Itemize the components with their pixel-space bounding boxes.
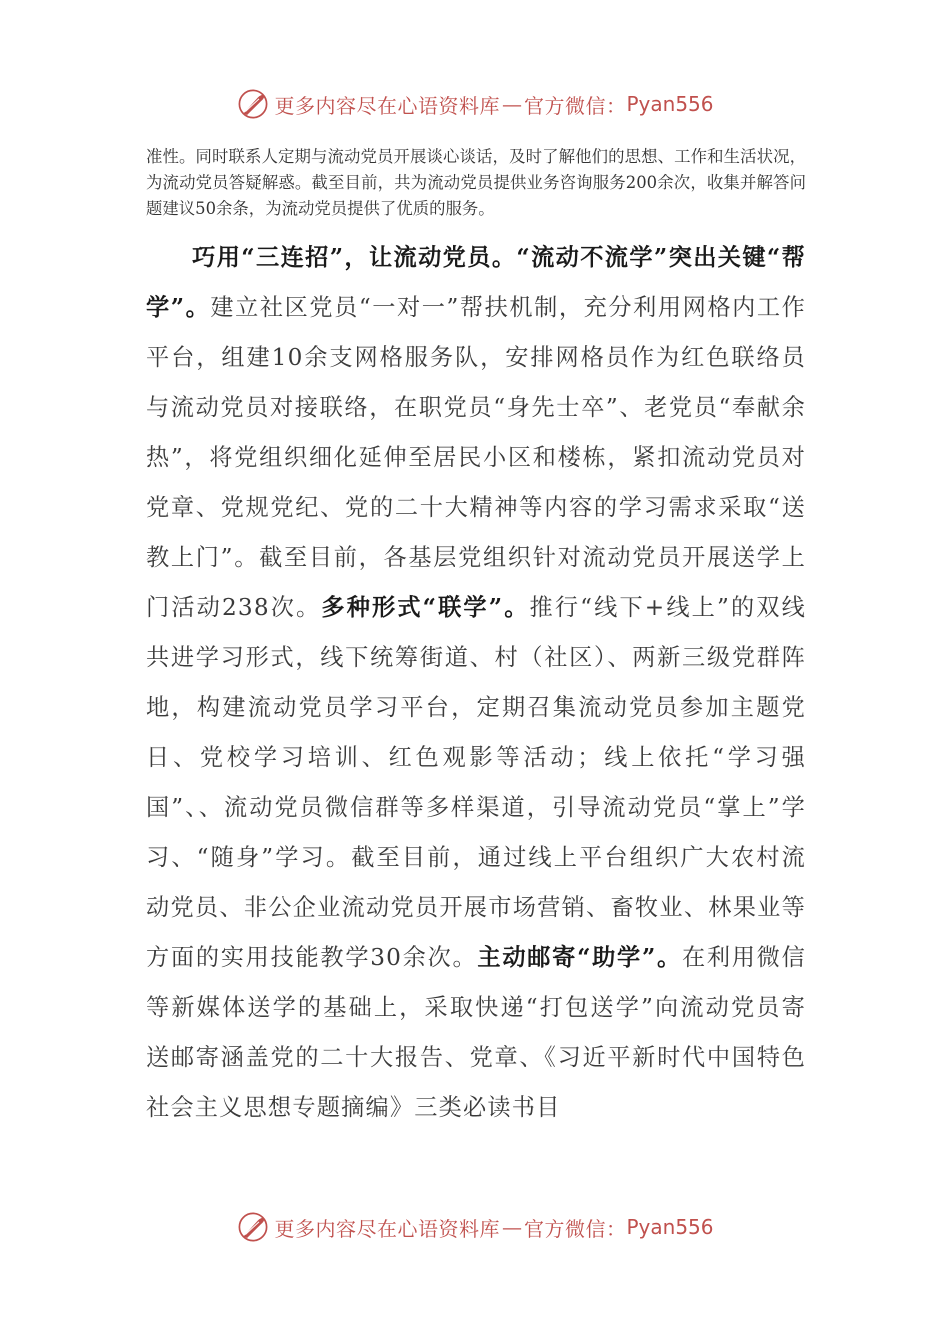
paragraph-part-2: 推行“线下+线上”的双线共进学习形式，线下统筹街道、村（社区）、两新三级党群阵地，构建流动党员学习平台，定期召集流动党员参加主题党日、党校学习培训、红色观影等活动；线上依托“学习强国”、、流动党员微信群等多样渠道，引导流动党员“掌上”学习、“随身”学习。截至目前，通过线上平台组织广大农村流动党员、非公企业流动党员开展市场营销、畜牧业、林果业等方面的实用技能教学30余次。: [146, 594, 806, 971]
header-banner: [0, 84, 950, 124]
banner-text: 更多内容尽在心语资料库: [274, 93, 500, 118]
quill-pen-icon: [236, 1210, 270, 1244]
subheading-2: 多种形式“联学”。: [321, 594, 530, 621]
banner-account-label: 官方微信：: [523, 93, 627, 118]
paragraph-heading: 巧用“三连招”，让流动党员。“流动不流学”突出关键“帮学”。: [146, 244, 806, 321]
quill-pen-icon: [236, 87, 270, 121]
main-paragraph: [146, 233, 806, 1133]
paragraph-part-3: 在利用微信等新媒体送学的基础上，采取快递“打包送学”向流动党员寄送邮寄涵盖党的二十大报告、党章、《习近平新时代中国特色社会主义思想专题摘编》三类必读书目: [146, 944, 806, 1121]
banner-account-label: 官方微信：: [523, 1216, 627, 1241]
banner-separator: —: [501, 1215, 522, 1239]
banner-account-id: Pyan556: [626, 92, 714, 116]
footer-banner: [0, 1207, 950, 1247]
paragraph-part-1: 建立社区党员“一对一”帮扶机制，充分利用网格内工作平台，组建10余支网格服务队，安排网格员作为红色联络员与流动党员对接联络，在职党员“身先士卒”、老党员“奉献余热”，将党组织细化延伸至居民小区和楼栋，紧扣流动党员对党章、党规党纪、党的二十大精神等内容的学习需求采取“送教上门”。截至目前，各基层党组织针对流动党员开展送学上门活动238次。: [146, 294, 806, 621]
subheading-3: 主动邮寄“助学”。: [477, 944, 682, 971]
banner-separator: —: [501, 92, 522, 116]
banner-account-id: Pyan556: [626, 1215, 714, 1239]
banner-text: 更多内容尽在心语资料库: [274, 1216, 500, 1241]
carryover-paragraph: 准性。同时联系人定期与流动党员开展谈心谈话，及时了解他们的思想、工作和生活状况，为流动党员答疑解惑。截至目前，共为流动党员提供业务咨询服务200余次，收集并解答问题建议50余条，为流动党员提供了优质的服务。: [146, 147, 806, 218]
